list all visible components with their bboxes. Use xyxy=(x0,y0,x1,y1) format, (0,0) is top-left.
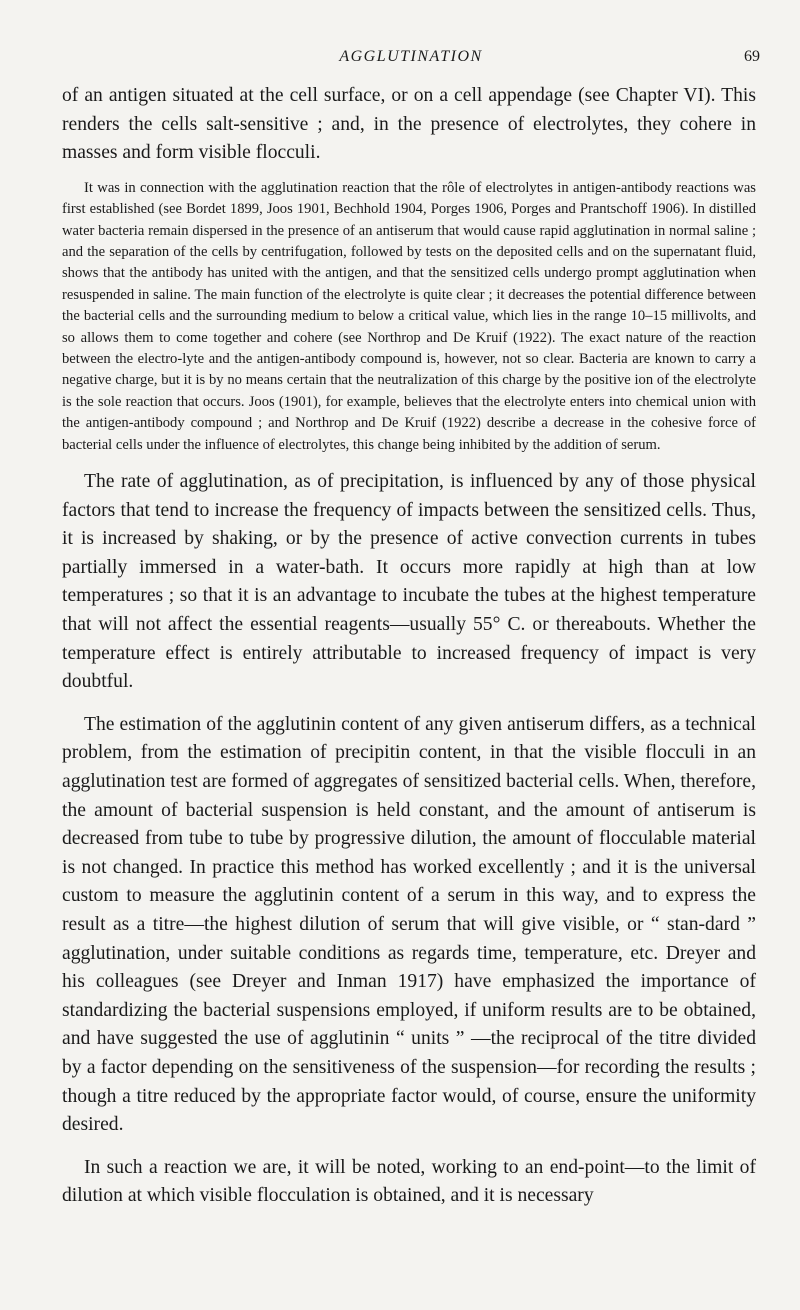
running-head xyxy=(62,46,760,68)
running-title: AGGLUTINATION xyxy=(339,48,483,65)
paragraph-small-print: It was in connection with the agglutination reaction that the rôle of electrolytes in antigen-antibody reactions was first established (see Bordet 1899, Joos 1901, Bechhold 1904, Porges 1906, Porges and Prantschoff 1906). In distilled water bacteria remain dispersed in the presence of an antiserum that would cause rapid agglutination in normal saline ; and the separation of the cells by centrifugation, followed by tests on the deposited cells and on the supernatant fluid, shows that the antibody has united with the antigen, and that the sensitized cells undergo prompt agglutination when resuspended in saline. The main function of the electrolyte is quite clear ; it decreases the potential difference between the bacterial cells and the surrounding medium to below a critical value, which lies in the range 10–15 millivolts, and so allows them to come together and cohere (see Northrop and De Kruif (1922). The exact nature of the reaction between the electro-lyte and the antigen-antibody compound is, however, not so clear. Bacteria are known to carry a negative charge, but it is by no means certain that the neutralization of this charge by the positive ion of the electrolyte is the sole reaction that occurs. Joos (1901), for example, believes that the electrolyte enters into chemical union with the antigen-antibody compound ; and Northrop and De Kruif (1922) describe a decrease in the cohesive force of bacterial cells under the influence of electrolytes, this change being inhibited by the addition of serum. xyxy=(62,179,756,453)
paragraph-end-point: In such a reaction we are, it will be noted, working to an end-point—to the limit of dilution at which visible flocculation is obtained, and it is necessary xyxy=(62,1156,756,1207)
page-number: 69 xyxy=(744,48,760,65)
paragraph-continuation: of an antigen situated at the cell surface, or on a cell appendage (see Chapter VI). This renders the cells salt-sensitive ; and, in the presence of electrolytes, they cohere in masses and form visible flocculi. xyxy=(62,85,756,164)
paragraph-rate-of-agglutination: The rate of agglutination, as of precipitation, is influenced by any of those physical factors that tend to increase the frequency of impacts between the sensitized cells. Thus, it is increased by shaking, or by the presence of active convection currents in tubes partially immersed in a water-bath. It occurs more rapidly at high than at low temperatures ; so that it is an advantage to incubate the tubes at the highest temperature that will not affect the essential reagents—usually 55° C. or thereabouts. Whether the temperature effect is entirely attributable to increased frequency of impact is very doubtful. xyxy=(62,471,756,693)
paragraph-agglutinin-estimation: The estimation of the agglutinin content of any given antiserum differs, as a technical problem, from the estimation of precipitin content, in that the visible flocculi in an agglutination test are formed of aggregates of sensitized bacterial cells. When, therefore, the amount of bacterial suspension is held constant, and the amount of antiserum is decreased from tube to tube by progressive dilution, the amount of flocculable material is not changed. In practice this method has worked excellently ; and it is the universal custom to measure the agglutinin content of a serum in this way, and to express the result as a titre—the highest dilution of serum that will give visible, or “ stan-dard ” agglutination, under suitable conditions as regards time, temperature, etc. Dreyer and his colleagues (see Dreyer and Inman 1917) have emphasized the importance of standardizing the bacterial suspensions employed, if uniform results are to be obtained, and have suggested the use of agglutinin “ units ” —the reciprocal of the titre divided by a factor depending on the sensitiveness of the suspension—for recording the results ; though a titre reduced by the appropriate factor would, of course, ensure the uniformity desired. xyxy=(62,713,756,1136)
body-text xyxy=(62,82,756,1211)
